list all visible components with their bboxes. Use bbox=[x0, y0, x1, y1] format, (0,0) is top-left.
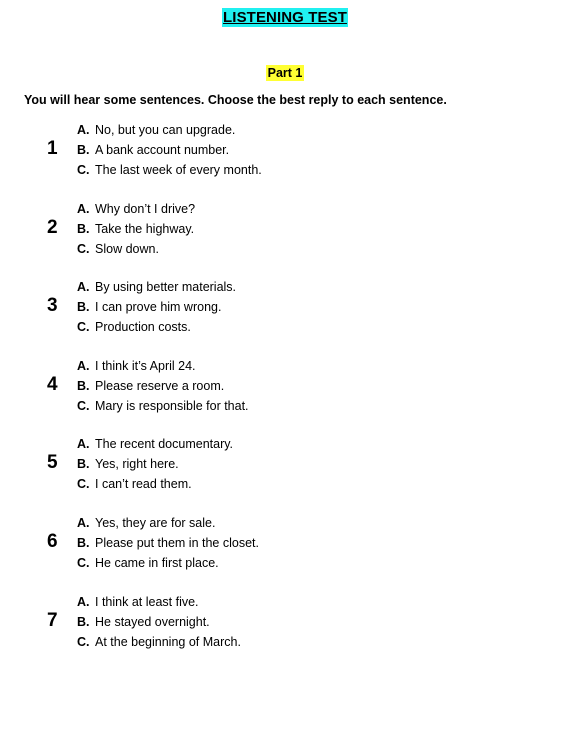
option-letter: B. bbox=[77, 615, 90, 629]
answer-option bbox=[77, 163, 262, 177]
option-letter: A. bbox=[77, 202, 90, 216]
answer-option bbox=[77, 202, 195, 216]
option-letter: C. bbox=[77, 635, 90, 649]
option-letter: C. bbox=[77, 556, 90, 570]
question-number: 7 bbox=[47, 610, 58, 631]
test-title-block bbox=[0, 9, 570, 27]
answer-option bbox=[77, 143, 229, 157]
answer-option bbox=[77, 516, 215, 530]
answer-option bbox=[77, 635, 241, 649]
question-7 bbox=[0, 595, 570, 657]
option-text: At the beginning of March. bbox=[95, 635, 241, 649]
option-letter: A. bbox=[77, 359, 90, 373]
option-text: Why don’t I drive? bbox=[95, 202, 196, 216]
answer-option bbox=[77, 280, 236, 294]
answer-option bbox=[77, 300, 221, 314]
option-text: Yes, they are for sale. bbox=[95, 516, 216, 530]
option-letter: B. bbox=[77, 457, 90, 471]
option-letter: C. bbox=[77, 320, 90, 334]
answer-option bbox=[77, 359, 196, 373]
part-heading: Part 1 bbox=[267, 66, 303, 80]
option-text: He stayed overnight. bbox=[95, 615, 210, 629]
question-1 bbox=[0, 123, 570, 185]
question-5 bbox=[0, 437, 570, 499]
answer-option bbox=[77, 123, 235, 137]
option-letter: A. bbox=[77, 280, 90, 294]
question-6 bbox=[0, 516, 570, 578]
question-3 bbox=[0, 280, 570, 342]
question-number: 3 bbox=[47, 295, 58, 316]
option-text: I can’t read them. bbox=[95, 477, 192, 491]
part-heading-block bbox=[0, 64, 570, 82]
option-letter: C. bbox=[77, 163, 90, 177]
question-number: 6 bbox=[47, 531, 58, 552]
option-letter: A. bbox=[77, 123, 90, 137]
option-text: The last week of every month. bbox=[95, 163, 262, 177]
option-letter: A. bbox=[77, 516, 90, 530]
answer-option bbox=[77, 222, 194, 236]
option-text: Yes, right here. bbox=[95, 457, 179, 471]
question-number: 4 bbox=[47, 374, 58, 395]
option-letter: B. bbox=[77, 143, 90, 157]
option-text: He came in first place. bbox=[95, 556, 219, 570]
answer-option bbox=[77, 536, 259, 550]
instructions: You will hear some sentences. Choose the best reply to each sentence. bbox=[24, 93, 447, 107]
option-text: No, but you can upgrade. bbox=[95, 123, 236, 137]
option-letter: B. bbox=[77, 379, 90, 393]
option-text: A bank account number. bbox=[95, 143, 230, 157]
option-text: Slow down. bbox=[95, 242, 159, 256]
option-text: I can prove him wrong. bbox=[95, 300, 222, 314]
option-letter: B. bbox=[77, 536, 90, 550]
option-text: Production costs. bbox=[95, 320, 191, 334]
option-letter: C. bbox=[77, 399, 90, 413]
option-text: By using better materials. bbox=[95, 280, 237, 294]
answer-option bbox=[77, 556, 219, 570]
option-text: I think it’s April 24. bbox=[95, 359, 196, 373]
option-letter: A. bbox=[77, 437, 90, 451]
option-text: Take the highway. bbox=[95, 222, 195, 236]
answer-option bbox=[77, 477, 192, 491]
option-text: Mary is responsible for that. bbox=[95, 399, 249, 413]
option-letter: C. bbox=[77, 242, 90, 256]
option-letter: B. bbox=[77, 300, 90, 314]
question-number: 5 bbox=[47, 452, 58, 473]
question-2 bbox=[0, 202, 570, 264]
test-title: LISTENING TEST bbox=[223, 9, 347, 26]
question-number: 1 bbox=[47, 138, 58, 159]
answer-option bbox=[77, 242, 159, 256]
answer-option bbox=[77, 595, 199, 609]
option-text: The recent documentary. bbox=[95, 437, 234, 451]
answer-option bbox=[77, 457, 179, 471]
option-letter: B. bbox=[77, 222, 90, 236]
answer-option bbox=[77, 379, 224, 393]
question-4 bbox=[0, 359, 570, 421]
option-text: Please reserve a room. bbox=[95, 379, 225, 393]
option-letter: C. bbox=[77, 477, 90, 491]
answer-option bbox=[77, 399, 249, 413]
answer-option bbox=[77, 320, 191, 334]
option-text: I think at least five. bbox=[95, 595, 199, 609]
option-text: Please put them in the closet. bbox=[95, 536, 259, 550]
answer-option bbox=[77, 437, 233, 451]
question-number: 2 bbox=[47, 217, 58, 238]
option-letter: A. bbox=[77, 595, 90, 609]
answer-option bbox=[77, 615, 210, 629]
